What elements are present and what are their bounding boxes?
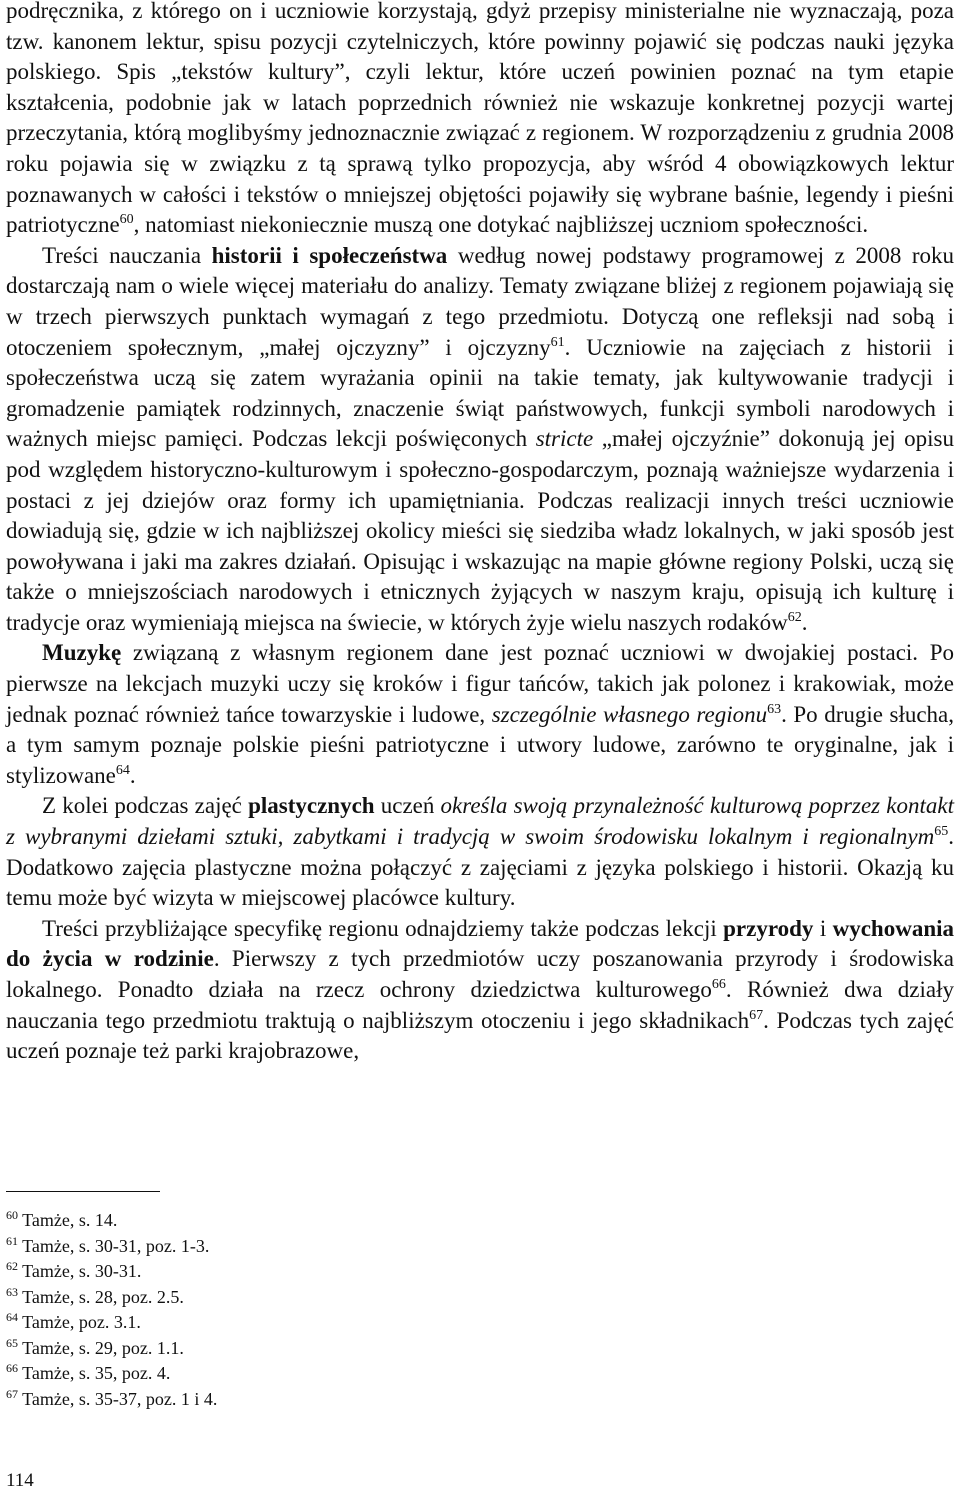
bold-text: przyrody — [723, 915, 814, 941]
footnote — [6, 1208, 954, 1234]
footnote-text: Tamże, s. 30-31, poz. 1-3. — [18, 1235, 210, 1256]
text-run: . Po drugie słucha, a tym samym poznaje polskie pieśni patriotyczne i utwory ludowe, zarówno te oryginalne, jak i stylizowane — [6, 701, 955, 788]
text-run: . — [129, 762, 136, 788]
footnote-number: 61 — [6, 1233, 18, 1248]
footnote-ref: 67 — [749, 1007, 764, 1023]
footnote-text: Tamże, s. 35, poz. 4. — [18, 1363, 171, 1383]
footnote-number: 63 — [6, 1284, 18, 1299]
bold-text: wychowania do życia w rodzinie — [6, 915, 954, 972]
text-run: . Pierwszy z tych przedmiotów uczy poszanowania przyrody i środowiska lokalnego. Ponadto działa na rzecz ochrony dziedzictwa kulturowego — [6, 946, 954, 1002]
main-text — [6, 0, 954, 1067]
text-run: według nowej podstawy programowej z 2008 roku dostarczają nam o wiele więcej materiału do analizy. Tematy związane bliżej z regionem pojawiają się w trzech pierwszych punktach wymagań z tego przedmiotu. Dotyczą one refleksji nad sobą i otoczeniem społecznym, „małej ojczyzny” i ojczyzny — [6, 242, 954, 360]
footnote — [6, 1336, 954, 1362]
footnote-text: Tamże, s. 35-37, poz. 1 i 4. — [18, 1388, 218, 1409]
text-run: , natomiast niekoniecznie muszą one dotykać najbliższej uczniom społeczności. — [133, 212, 869, 238]
bold-text: historii i społeczeństwa — [211, 242, 448, 268]
footnote — [6, 1310, 954, 1336]
paragraph — [6, 638, 954, 791]
text-run: . Również dwa działy nauczania tego przedmiotu traktują o najbliższym otoczeniu i jego składnikach — [6, 977, 954, 1033]
paragraph — [6, 791, 954, 913]
text-run: . Dodatkowo zajęcia plastyczne można połączyć z zajęciami z języka polskiego i historii. Okazją ku temu może być wizyta w miejscowej placówce kultury. — [6, 824, 954, 911]
footnote-ref: 64 — [115, 762, 130, 778]
footnote-ref: 65 — [934, 824, 949, 840]
footnote — [6, 1234, 954, 1260]
footnote — [6, 1259, 954, 1285]
footnote-separator — [6, 1191, 160, 1192]
footnote-number: 62 — [6, 1259, 18, 1273]
footnote — [6, 1387, 954, 1413]
paragraph — [6, 241, 954, 639]
footnote-text: Tamże, s. 29, poz. 1.1. — [18, 1337, 184, 1358]
italic-text: szczególnie własnego regionu — [491, 701, 768, 727]
text-run: podręcznika, z którego on i uczniowie korzystają, gdyż przepisy ministerialne nie wyznaczają, poza tzw. kanonem lektur, spisu pozycji czytelniczych, które powinny pojawić się podczas nauki języka polskiego. Spis „tekstów kultury”, czyli lektur, które uczeń powinien poznać na tym etapie kształcenia, podobnie jak w latach poprzednich również nie wskazuje konkretnej pozycji wartej przeczytania, którą moglibyśmy jednoznacznie związać z regionem. W rozporządzeniu z grudnia 2008 roku pojawia się w związku z tą sprawą tylko propozycja, aby wśród 4 obowiązkowych lektur poznawanych w całości i tekstów o mniejszej objętości pojawiły się wybrane baśnie, legendy i pieśni patriotyczne — [6, 0, 954, 238]
footnote-ref: 61 — [550, 334, 565, 350]
footnotes — [6, 1208, 954, 1412]
text-run: związaną z własnym regionem dane jest poznać uczniowi w dwojakiej postaci. Po pierwsze na lekcjach muzyki uczy się kroków i figur tańców, takich jak polonez i krakowiak, może jednak poznać również tańce towarzyskie i ludowe, — [6, 640, 954, 727]
text-run: Treści nauczania — [42, 242, 212, 268]
page-number: 114 — [6, 1470, 34, 1491]
paragraph — [6, 0, 954, 241]
italic-text: stricte — [535, 426, 594, 452]
footnote-text: Tamże, poz. 3.1. — [18, 1312, 141, 1332]
text-run: „małej ojczyźnie” dokonują jej opisu pod względem historyczno-kulturowym i społeczno-gospodarczym, poznają ważniejsze wydarzenia i postaci z jej dziejów oraz formy ich upamiętniania. Podczas realizacji innych treści uczniowie dowiadują się, gdzie w ich najbliższej okolicy mieści się siedziba władz lokalnych, w jaki sposób jest powoływana i jaki ma zakres działań. Opisując i wskazując na mapie główne regiony Polski, uczą się także o mniejszościach narodowych i etnicznych żyjących w naszym kraju, opisują ich kulturę i tradycje oraz wymieniają miejsca na świecie, w których żyje wielu naszych rodaków — [6, 426, 955, 635]
text-run: uczeń — [374, 793, 441, 819]
text-run: . Podczas tych zajęć uczeń poznaje też parki krajobrazowe, — [6, 1007, 954, 1064]
footnote-number: 64 — [6, 1310, 18, 1324]
footnote-number: 66 — [6, 1361, 18, 1375]
text-run: Treści przybliżające specyfikę regionu odnajdziemy także podczas lekcji — [42, 915, 724, 941]
text-run: i — [813, 915, 833, 941]
bold-text: plastycznych — [248, 793, 375, 819]
text-run: Z kolei podczas zajęć — [42, 793, 249, 819]
footnote — [6, 1361, 954, 1387]
footnote-text: Tamże, s. 14. — [18, 1210, 118, 1230]
footnote-ref: 66 — [711, 977, 726, 992]
bold-text: Muzykę — [42, 640, 122, 666]
footnote-ref: 63 — [767, 701, 782, 717]
text-run: . — [801, 609, 808, 635]
footnote-text: Tamże, s. 30-31. — [18, 1261, 142, 1281]
footnote-number: 60 — [6, 1208, 18, 1222]
footnote-text: Tamże, s. 28, poz. 2.5. — [18, 1286, 184, 1307]
document-page — [6, 0, 954, 1494]
italic-text: określa swoją przynależność kulturową poprzez kontakt z wybranymi dziełami sztuki, zabytkami i tradycją w swoim środowisku lokalnym i regionalnym — [6, 793, 954, 850]
footnote-ref: 62 — [787, 609, 802, 625]
footnote-ref: 60 — [119, 212, 134, 228]
footnote-number: 65 — [6, 1335, 18, 1350]
footnote-number: 67 — [6, 1386, 18, 1401]
text-run: . Uczniowie na zajęciach z historii i społeczeństwa uczą się zatem wyrażania opinii na takie tematy, jak kultywowanie tradycji i gromadzenie pamiątek rodzinnych, znaczenie świąt państwowych, funkcji symboli narodowych i ważnych miejsc pamięci. Podczas lekcji poświęconych — [6, 334, 954, 452]
footnote — [6, 1285, 954, 1311]
paragraph — [6, 914, 954, 1067]
